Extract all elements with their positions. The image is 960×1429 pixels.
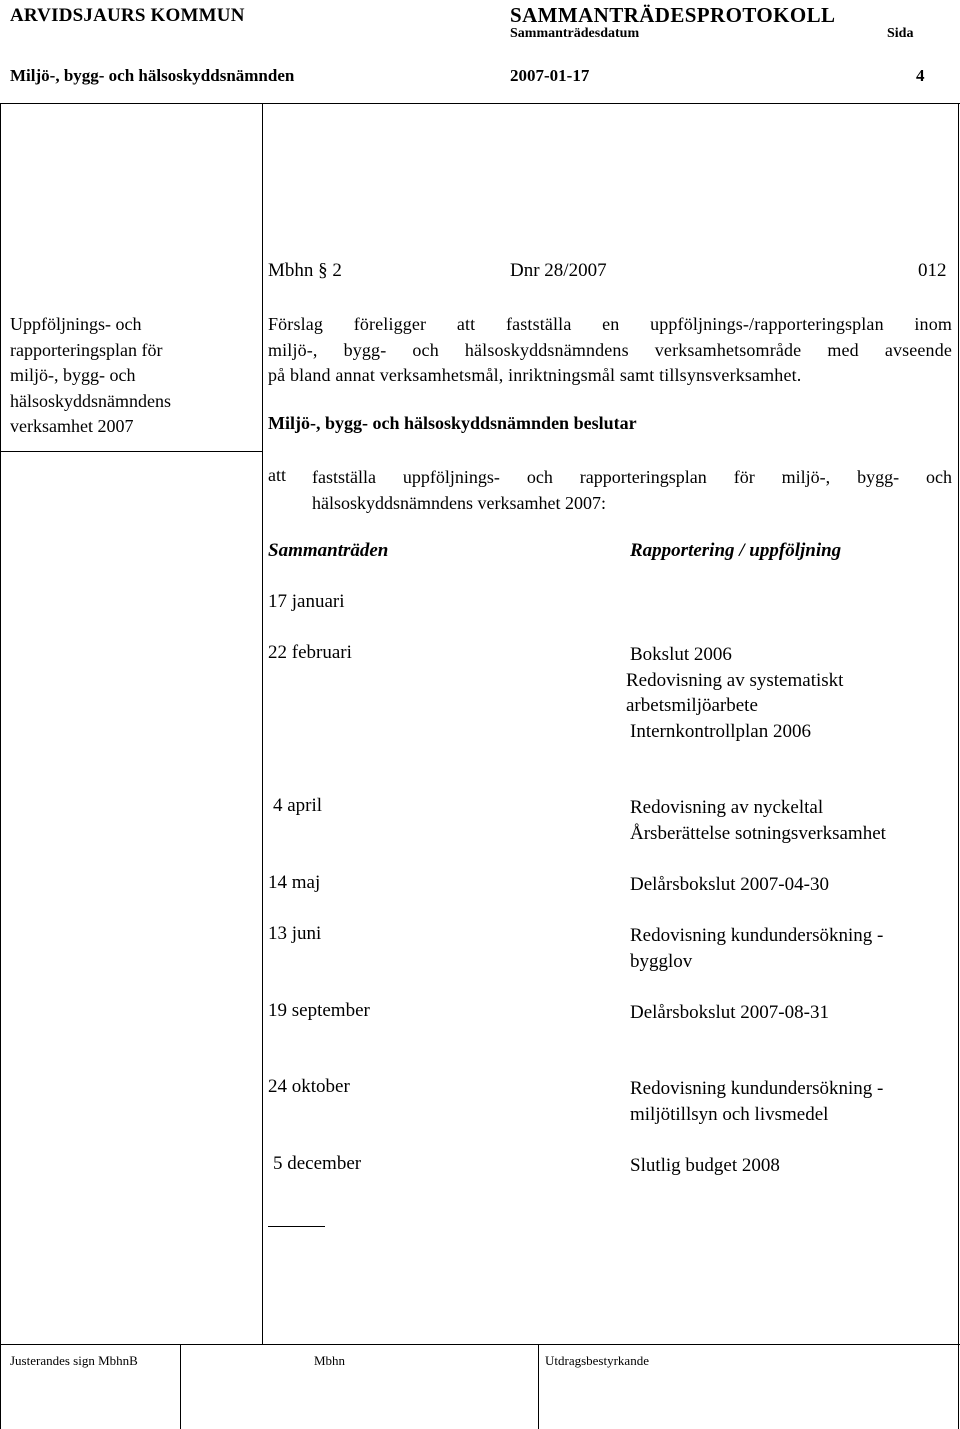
signature-label (10, 1353, 138, 1369)
reporting-line: Redovisning av nyckeltal (630, 797, 824, 818)
meeting-date-cell: 4 april (273, 795, 323, 816)
extract-certification-label: Utdragsbestyrkande (545, 1353, 649, 1368)
reporting-line: Redovisning av systematiskt (626, 669, 844, 691)
reporting-line: Slutlig budget 2008 (630, 1155, 780, 1176)
diary-number: Dnr 28/2007 (510, 260, 607, 281)
item-title-line: rapporteringsplan för (10, 339, 163, 360)
decision-text-line: hälsoskyddsnämndens verksamhet 2007: (312, 492, 606, 513)
paragraph-line: Förslag föreligger att fastställa en uppföljnings-/rapporteringsplan inom (268, 314, 952, 334)
att-word: att (268, 465, 286, 485)
reporting-line: Bokslut 2006 (630, 644, 732, 665)
item-title-line: hälsoskyddsnämndens (10, 390, 171, 411)
signature-label-text: Justerandes sign (10, 1353, 95, 1368)
page-label: Sida (887, 26, 914, 41)
item-title-line: Uppföljnings- och (10, 314, 142, 334)
decision-heading: Miljö-, bygg- och hälsoskyddsnämnden beslutar (268, 413, 637, 433)
decision-text-line: fastställa uppföljnings- och rapporteringsplan för miljö-, bygg- och (312, 467, 952, 487)
committee-name: Miljö-, bygg- och hälsoskyddsnämnden (10, 66, 295, 85)
meeting-date-cell: 5 december (273, 1153, 362, 1174)
reporting-line: Redovisning kundundersökning - (630, 1078, 884, 1099)
section-number: Mbhn § 2 (268, 260, 342, 281)
reporting-line: Årsberättelse sotningsverksamhet (630, 822, 886, 844)
meeting-date: 2007-01-17 (510, 66, 590, 85)
reporting-line: miljötillsyn och livsmedel (630, 1103, 829, 1125)
section-end-rule (268, 1226, 325, 1227)
column-header-reporting: Rapportering / uppföljning (630, 540, 842, 561)
item-title (10, 312, 210, 440)
footer-divider (538, 1344, 539, 1429)
item-title-line: verksamhet 2007 (10, 416, 134, 436)
column-header-meetings: Sammanträden (268, 540, 389, 561)
footer-middle: Mbhn (314, 1353, 346, 1368)
archive-code: 012 (918, 260, 947, 281)
page-number: 4 (916, 66, 925, 85)
reporting-line: arbetsmiljöarbete (626, 695, 758, 716)
document-type: SAMMANTRÄDESPROTOKOLL (510, 3, 836, 27)
left-title-rule (0, 451, 262, 452)
item-title-line: miljö-, bygg- och (10, 365, 136, 385)
reporting-cell (630, 872, 950, 898)
reporting-cell (630, 1000, 950, 1026)
header-rule (0, 103, 960, 104)
meeting-date-cell: 22 februari (268, 642, 352, 663)
reporting-line: Delårsbokslut 2007-04-30 (630, 874, 829, 895)
paragraph-line: miljö-, bygg- och hälsoskyddsnämndens verksamhetsområde med avseende (268, 339, 952, 360)
decision-text (312, 465, 952, 516)
meeting-date-cell: 13 juni (268, 923, 322, 944)
reporting-line: Internkontrollplan 2006 (630, 720, 811, 742)
meeting-date-cell: 17 januari (268, 591, 345, 612)
meeting-date-label: Sammanträdesdatum (510, 26, 640, 41)
meeting-date-cell: 14 maj (268, 872, 321, 893)
paragraph-line: på bland annat verksamhetsmål, inriktningsmål samt tillsynsverksamhet. (268, 365, 802, 385)
organization-name: ARVIDSJAURS KOMMUN (10, 5, 245, 26)
frame-left-line (0, 103, 1, 1429)
reporting-line: bygglov (630, 950, 693, 972)
column-divider (262, 103, 263, 1344)
proposal-paragraph (268, 312, 952, 389)
signature-value: MbhnB (98, 1353, 138, 1368)
footer-rule (0, 1344, 960, 1345)
reporting-line: Redovisning kundundersökning - (630, 925, 884, 946)
reporting-cell (630, 1153, 950, 1179)
reporting-line: Delårsbokslut 2007-08-31 (630, 1002, 829, 1023)
frame-right-line (958, 103, 959, 1429)
footer-divider (180, 1344, 181, 1429)
reporting-cell (630, 923, 950, 974)
reporting-cell (630, 795, 950, 846)
reporting-cell (626, 642, 950, 744)
meeting-date-cell: 19 september (268, 1000, 370, 1021)
meeting-date-cell: 24 oktober (268, 1076, 350, 1097)
reporting-cell (630, 1076, 950, 1127)
